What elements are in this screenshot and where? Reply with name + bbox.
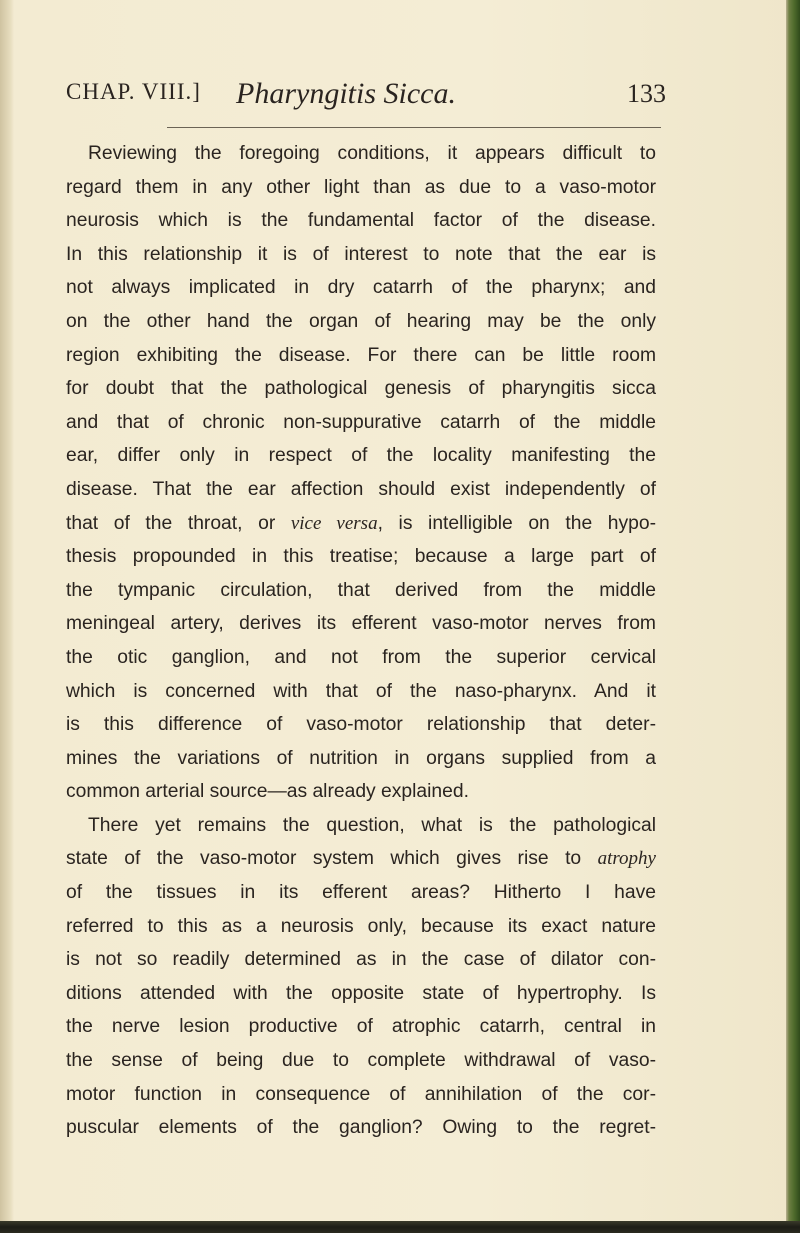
text-line: not always implicated in dry catarrh of the pharynx; and: [66, 277, 656, 299]
header-rule: [167, 127, 661, 128]
text-line: neurosis which is the fundamental factor of the disease.: [66, 210, 656, 232]
italic-term: vice versa: [290, 512, 378, 534]
text-line: and that of chronic non-suppurative catarrh of the middle: [66, 411, 656, 433]
text-line: on the other hand the organ of hearing may be the only: [66, 310, 656, 332]
text-line: the sense of being due to complete withdrawal of vaso-: [66, 1050, 656, 1072]
text-line: mines the variations of nutrition in organs supplied from a: [66, 747, 656, 769]
text-line: is this difference of vaso-motor relationship that deter-: [66, 714, 656, 736]
page-number: 133: [627, 79, 666, 108]
page-bottom-edge: [0, 1221, 800, 1233]
text-line: thesis propounded in this treatise; because a large part of: [66, 546, 656, 568]
text-line: of the tissues in its efferent areas? Hitherto I have: [66, 882, 656, 904]
text-line: region exhibiting the disease. For there can be little room: [66, 344, 656, 366]
text-line: disease. That the ear affection should exist independently of: [66, 478, 656, 500]
text-line: the nerve lesion productive of atrophic catarrh, central in: [66, 1016, 656, 1038]
text-line: common arterial source—as already explained.: [66, 781, 469, 803]
text-line: the otic ganglion, and not from the superior cervical: [66, 646, 656, 668]
text-line: state of the vaso-motor system which gives rise to atrophy: [66, 848, 656, 870]
text-line: is not so readily determined as in the case of dilator con-: [66, 949, 656, 971]
text-line: ear, differ only in respect of the locality manifesting the: [66, 445, 656, 467]
running-title: Pharyngitis Sicca.: [236, 77, 456, 110]
text-line: for doubt that the pathological genesis of pharyngitis sicca: [66, 378, 656, 400]
body-text: [66, 137, 656, 1145]
italic-term: atrophy: [597, 848, 656, 870]
text-line: regard them in any other light than as due to a vaso-motor: [66, 176, 656, 198]
text-line: referred to this as a neurosis only, because its exact nature: [66, 915, 656, 937]
text-line: motor function in consequence of annihilation of the cor-: [66, 1083, 656, 1105]
text-line: meningeal artery, derives its efferent vaso-motor nerves from: [66, 613, 656, 635]
book-cover-edge: [786, 0, 800, 1233]
text-line: In this relationship it is of interest to note that the ear is: [66, 243, 656, 265]
text-line: puscular elements of the ganglion? Owing to the regret-: [66, 1117, 656, 1139]
text-line: which is concerned with that of the naso-pharynx. And it: [66, 680, 656, 702]
text-line: Reviewing the foregoing conditions, it appears difficult to: [88, 143, 656, 164]
gutter-shadow: [0, 0, 14, 1233]
text-line: There yet remains the question, what is the pathological: [88, 814, 656, 836]
running-header: [66, 79, 666, 113]
chapter-label: CHAP. VIII.]: [66, 79, 201, 104]
text-line: the tympanic circulation, that derived from the middle: [66, 579, 656, 601]
text-line: ditions attended with the opposite state of hypertrophy. Is: [66, 982, 656, 1004]
text-line: that of the throat, or vice versa, is intelligible on the hypo-: [66, 512, 657, 534]
